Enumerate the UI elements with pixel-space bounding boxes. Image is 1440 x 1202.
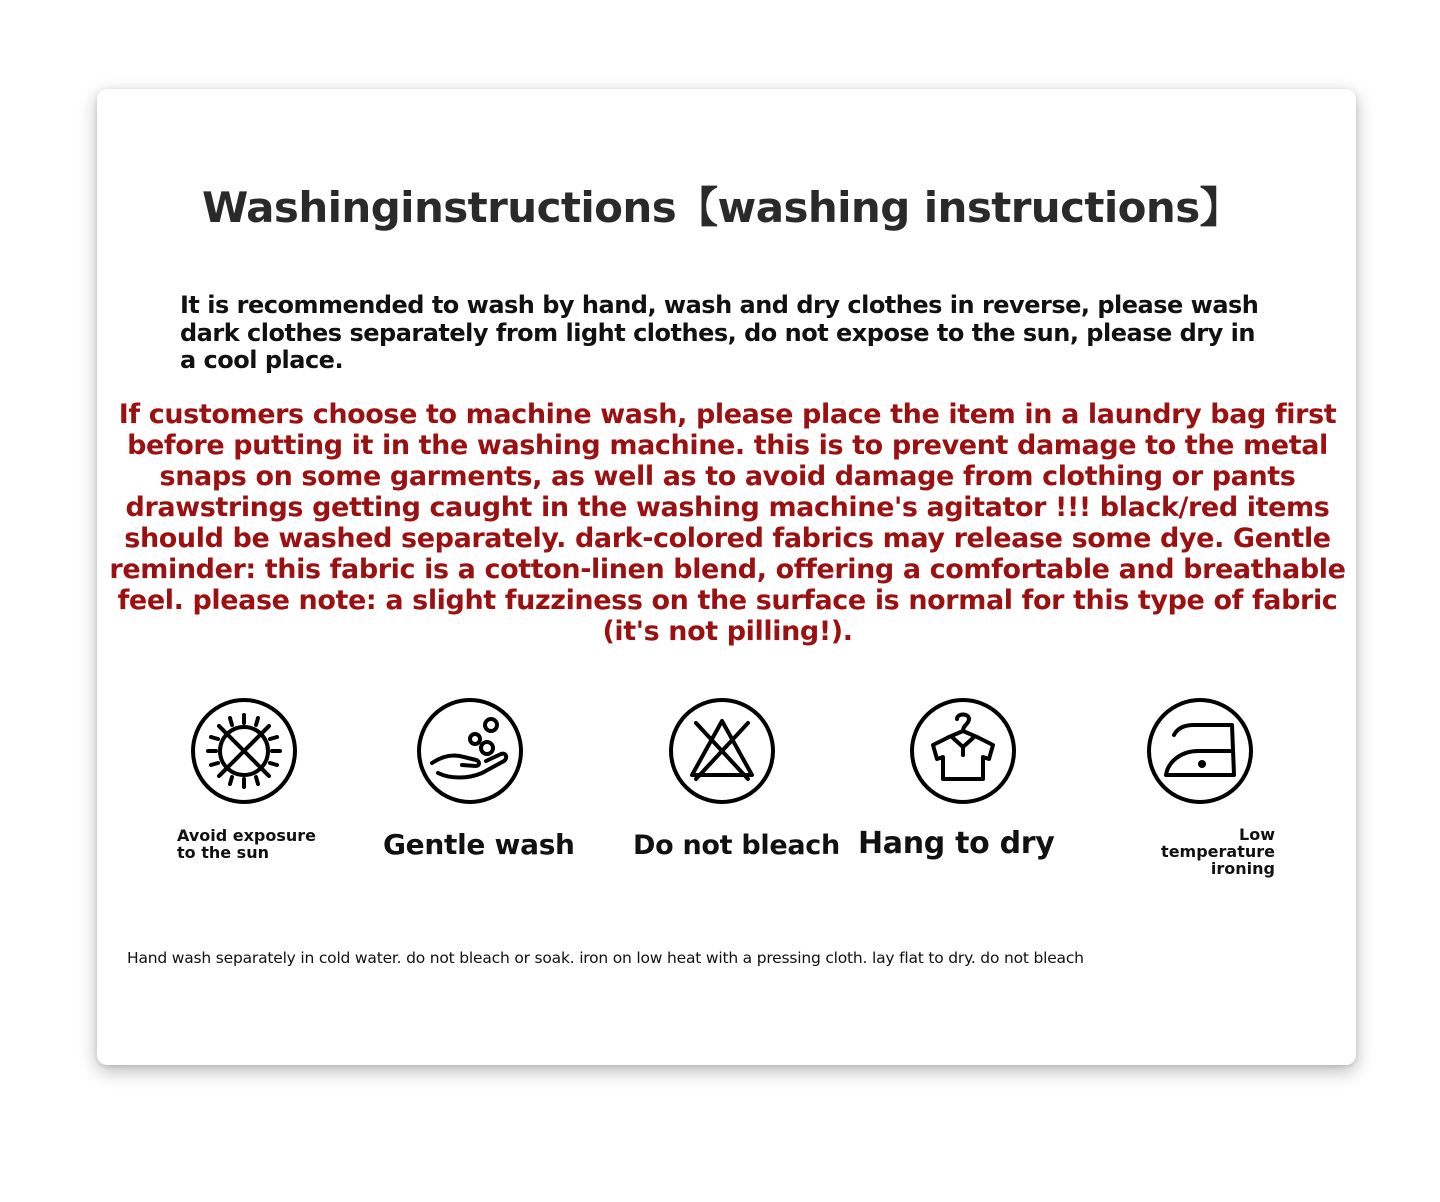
no-sun-icon — [190, 697, 298, 805]
no-bleach-icon — [668, 697, 776, 805]
label-avoid-sun: Avoid exposure to the sun — [177, 826, 317, 862]
footer-note: Hand wash separately in cold water. do not bleach or soak. iron on low heat with a pressing cloth. lay flat to dry. do not bleach — [127, 949, 1084, 967]
page-title: Washinginstructions【washing instructions】 — [201, 183, 1242, 232]
machine-wash-notice: If customers choose to machine wash, please place the item in a laundry bag first before putting it in the washing machine. this is to prevent damage to the metal snaps on some garments, as well as to avoid damage from clothing or pants drawstrings getting caught in the washing machine's agitator !!! black/red items should be washed separately. dark-colored fabrics may release some dye. Gentle reminder: this fabric is a cotton-linen blend, offering a comfortable and breathable feel. please note: a slight fuzziness on the surface is normal for this type of fabric (it's not pilling!). — [109, 399, 1346, 647]
label-hang-to-dry: Hang to dry — [858, 826, 1055, 861]
hand-wash-icon — [416, 697, 524, 805]
label-low-temp-ironing: Low temperature ironing — [1161, 825, 1275, 878]
label-gentle-wash: Gentle wash — [383, 828, 575, 861]
label-do-not-bleach: Do not bleach — [633, 830, 840, 861]
care-label-card — [97, 89, 1356, 1065]
low-temp-iron-icon — [1146, 697, 1254, 805]
hang-dry-icon — [909, 697, 1017, 805]
intro-paragraph: It is recommended to wash by hand, wash and dry clothes in reverse, please wash dark clothes separately from light clothes, do not expose to the sun, please dry in a cool place. — [180, 291, 1259, 374]
